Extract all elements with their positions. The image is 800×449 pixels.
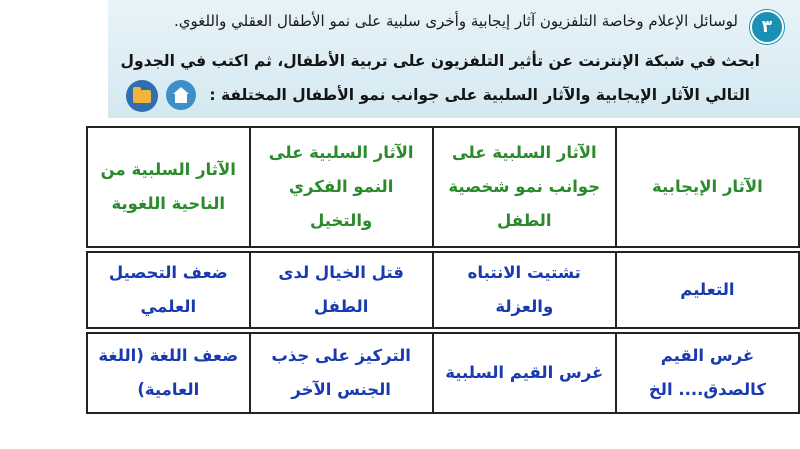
header-negative-intellectual: الآثار السلبية على النمو الفكري والتخيل [249, 126, 432, 248]
intro-text: لوسائل الإعلام وخاصة التلفزيون آثار إيجابية وأخرى سلبية على نمو الأطفال العقلي واللغوي. [173, 12, 738, 30]
table-row [86, 251, 800, 329]
question-number-badge: ٣ [750, 10, 784, 44]
table-cell: تشتيت الانتباه والعزلة [432, 251, 615, 329]
header-positive-effects: الآثار الإيجابية [615, 126, 800, 248]
header-negative-personality: الآثار السلبية على جوانب نمو شخصية الطفل [432, 126, 615, 248]
effects-table [86, 123, 800, 417]
instruction-text-line1: ابحث في شبكة الإنترنت عن تأثير التلفزيون على تربية الأطفال، ثم اكتب في الجدول [120, 52, 760, 70]
table-cell: قتل الخيال لدى الطفل [249, 251, 432, 329]
instruction-text-line2: التالي الآثار الإيجابية والآثار السلبية على جوانب نمو الأطفال المختلفة : [209, 86, 750, 104]
home-icon [166, 80, 196, 110]
header-negative-linguistic: الآثار السلبية من الناحية اللغوية [86, 126, 249, 248]
table-header-row [86, 126, 800, 248]
table-row [86, 332, 800, 414]
table-cell: غرس القيم السلبية [432, 332, 615, 414]
table-cell: التركيز على جذب الجنس الآخر [249, 332, 432, 414]
table-cell: التعليم [615, 251, 800, 329]
table-cell: غرس القيم كالصدق.... الخ [615, 332, 800, 414]
table-cell: ضعف اللغة (اللغة العامية) [86, 332, 249, 414]
table-cell: ضعف التحصيل العلمي [86, 251, 249, 329]
folder-icon [126, 80, 158, 112]
activity-icons [118, 80, 210, 112]
